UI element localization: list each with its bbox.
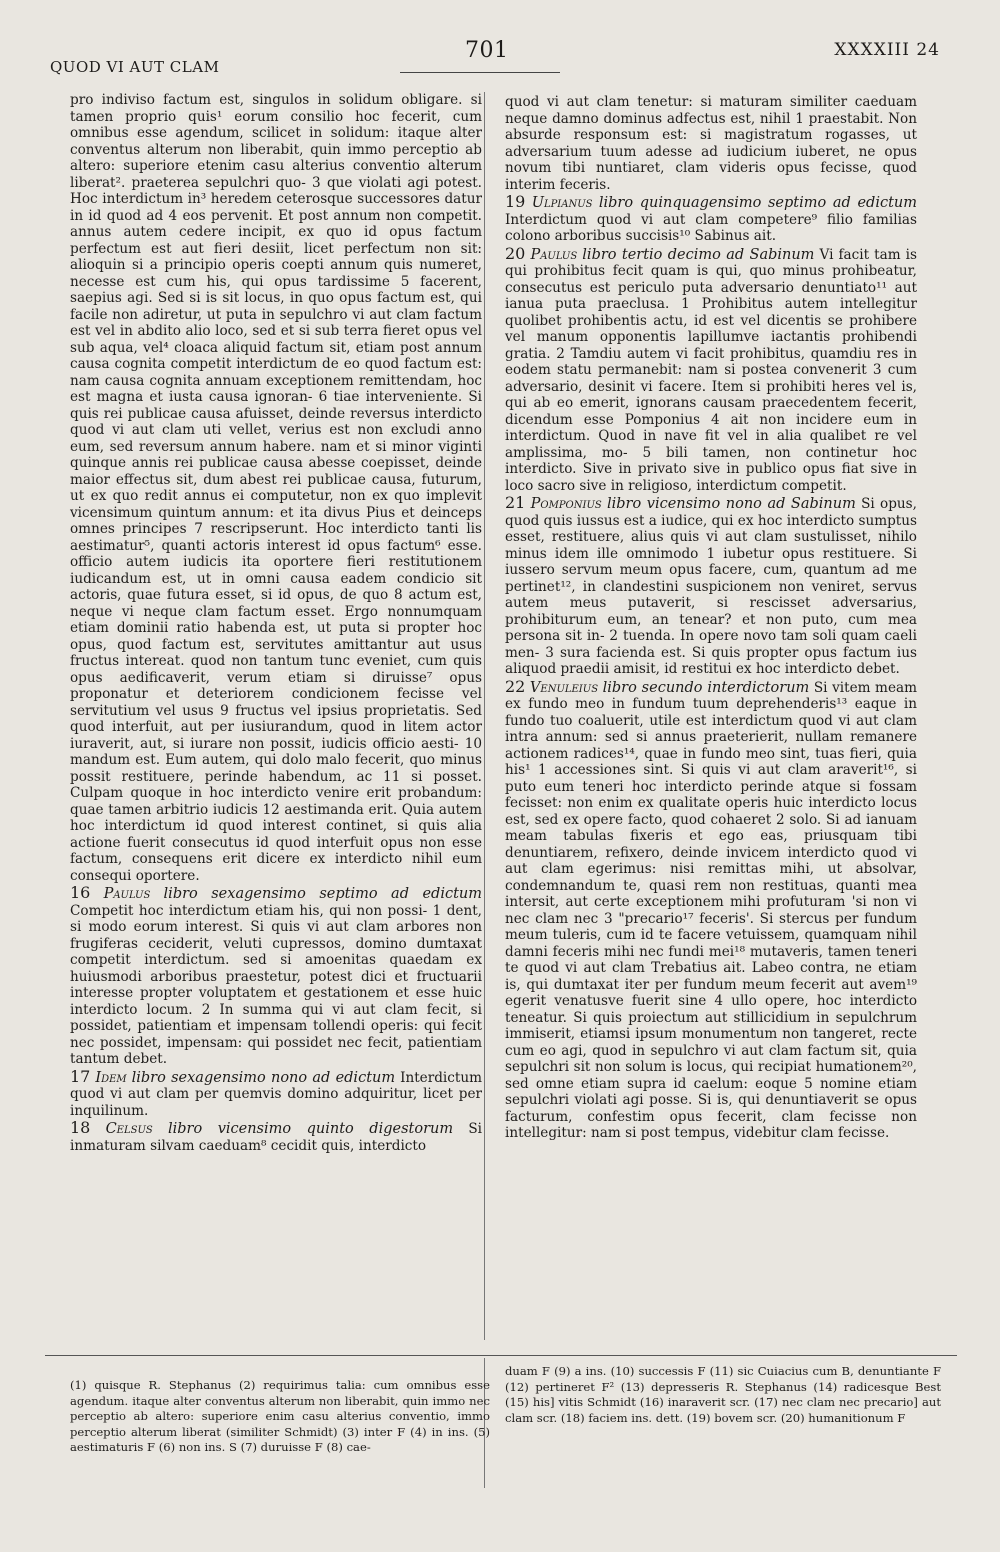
- section-number: 21: [505, 493, 526, 512]
- book-title-reference: XXXXIII 24: [834, 40, 940, 60]
- section-number: 22: [505, 676, 526, 696]
- section-source: libro tertio decimo ad Sabinum: [582, 246, 815, 263]
- section-source: libro secundo interdictorum: [602, 679, 810, 696]
- section-author: Pomponius: [530, 496, 602, 512]
- section-18: [70, 1120, 482, 1154]
- section-author: Ulpianus: [531, 195, 593, 211]
- section-source: libro quinquagensimo septimo ad edictum: [598, 195, 917, 211]
- section-text: Interdictum quod vi aut clam competere⁹ filio familias colono arboribus succisis¹⁰ Sabinus ait.: [505, 211, 917, 244]
- section-text: Vi facit tam is qui prohibitus fecit quam is qui, quo minus prohibeatur, consecutus est periculo puta adversario denuntiato¹¹ aut ianua puta praeclusa. 1 Prohibitus autem intellegitur quolibet prohibentis actu, id est vel dicentis se prohibere vel manum opponentis lapillumve iactantis prohibendi gratia. 2 Tamdiu autem vi facit prohibitus, quamdiu res in eodem statu permanebit: nam si postea convenerit 3 cum adversario, desinit vi facere. Item si prohibiti heres vel is, qui ab eo emerit, ignorans causam praecedentem fecerit, dicendum esse Pomponius 4 ait non incidere eum in interdictum. Quod in nave fit vel in alia qualibet re vel amplissima, mo- 5 bili tamen, non continetur hoc interdicto. Sive in privato sive in publico opus fiat sive in loco sacro sive in religioso, interdictum competit.: [505, 246, 917, 494]
- running-title: QUOD VI AUT CLAM: [50, 58, 220, 76]
- section-number: 20: [505, 243, 526, 263]
- left-column: [70, 92, 482, 1154]
- section-19: [505, 194, 917, 245]
- section-author: Celsus: [105, 1121, 153, 1137]
- section-text: Competit hoc interdictum etiam his, qui non possi- 1 dent, si modo eorum interest. Si quis vi aut clam arbores non frugiferas ceciderit, veluti cupressos, domino dumtaxat competit interdictum. sed si amoenitas quaedam ex huiusmodi arboribus praestetur, potest dici et fructuarii interesse propter voluptatem et gestationem et esse huic interdicto locum. 2 In summa qui vi aut clam fecit, si possidet, patientiam et impensam tollendi operis: qui fecit nec possidet, impensam: qui possidet nec fecit, patientiam tantum debet.: [70, 902, 482, 1067]
- continued-paragraph: pro indiviso factum est, singulos in solidum obligare. si tamen proprio quis¹ eorum consilio hoc fecerit, cum omnibus esse agendum, scilicet in solidum: itaque alter conventus alterum non liberabit, quin immo perceptio ab altero: superiore etenim casu alterius conventio alterum liberat². praeterea sepulchri quo- 3 que violati agi potest. Hoc interdictum in³ heredem ceterosque successores datur in id quod ad 4 eos pervenit. Et post annum non competit. annus autem cedere incipit, ex quo id opus factum perfectum est aut fieri desiit, licet perfectum non sit: alioquin si a principio operis coepti annum quis numeret, necesse est cum his, qui opus tardissime 5 facerent, saepius agi. Sed si is sit locus, in quo opus factum est, qui facile non adiretur, ut puta in sepulchro vi aut clam factum est vel in abdito alio loco, sed et si sub terra fieret opus vel sub aqua, vel⁴ cloaca aliquid factum sit, etiam post annum causa cognita competit interdictum de eo quod factum est: nam causa cognita annuam exceptionem remittendam, hoc est magna et iusta causa ignoran- 6 tiae interveniente. Si quis rei publicae causa afuisset, deinde reversus interdicto quod vi aut clam uti vellet, verius est non excludi anno eum, sed reversum annum habere. nam et si minor viginti quinque annis rei publicae causa abesse coepisset, deinde maior effectus sit, dum abest rei publicae causa, futurum, ut ex quo redit annus ei computetur, non ex quo implevit vicensimum quintum annum: et ita divus Pius et deinceps omnes principes 7 rescripserunt. Hoc interdicto tanti lis aestimatur⁵, quanti actoris interest id opus factum⁶ esse. officio autem iudicis ita oportere fieri restitutionem iudicandum est, ut in omni causa eadem condicio sit actoris, quae futura esset, si id opus, de quo 8 actum est, neque vi neque clam factum esset. Ergo nonnumquam etiam dominii ratio habenda est, ut puta si propter hoc opus, quod factum est, servitutes amittantur aut usus fructus intereat. quod non tantum tunc eveniet, cum quis opus aedificaverit, verum etiam si diruisse⁷ opus proponatur et deteriorem condicionem fecisse vel servitutium vel usus 9 fructus vel ipsius proprietatis. Sed quod interfuit, aut per iusiurandum, quod in litem actor iuraverit, aut, si iurare non possit, iudicis officio aesti- 10 mandum est. Eum autem, qui dolo malo fecerit, quo minus possit restituere, perinde habendum, ac 11 si posset. Culpam quoque in hoc interdicto venire erit probandum: quae tamen arbitrio iudicis 12 aestimanda erit. Quia autem hoc interdictum id quod interest continet, si quis alia actione fuerit consecutus id quod interfuit opus non esse factum, consequens erit dicere ex interdicto nihil eum consequi oportere.: [70, 92, 482, 884]
- section-source: libro sexagensimo septimo ad edictum: [163, 886, 482, 902]
- footnotes-right: duam F (9) a ins. (10) successis F (11) sic Cuiacius cum B, denuntiante F (12) pertineret F² (13) depresseris R. Stephanus (14) radicesque Best (15) his] vitis Schmidt (16) inaraverit scr. (17) nec clam nec precario] aut clam scr. (18) faciem ins. dett. (19) bovem scr. (20) humanitionum F: [505, 1364, 941, 1425]
- section-author: Paulus: [103, 886, 151, 902]
- section-text: Si opus, quod quis iussus est a iudice, qui ex hoc interdicto sumptus esset, restituere, alius quis vi aut clam sustulisset, nihilo minus idem ille omnimodo 1 iubetur opus restituere. Si iussero servum meum opus facere, cum, quantum ad me pertinet¹², in clandestini suspicionem non veniret, servus autem meus putaverit, si rescisset adversarius, prohibiturum eum, an tenear? et non puto, cum mea persona sit in- 2 tuenda. In opere novo tam soli quam caeli men- 3 sura facienda est. Si quis propter opus factum ius aliquod praedii amisit, id restitui ex hoc interdicto debet.: [505, 496, 917, 677]
- section-22: [505, 676, 917, 1142]
- column-divider: [484, 92, 485, 1340]
- section-number: 17: [70, 1066, 91, 1086]
- page-number: 701: [465, 38, 509, 63]
- section-20: [505, 243, 917, 495]
- footnotes-left: (1) quisque R. Stephanus (2) requirimus talia: cum omnibus esse agendum. itaque alter conventus alterum non liberabit, quin immo nec perceptio ab altero: superiore enim casu alterius conventio, immo perceptio alterum liberat (similiter Schmidt) (3) inter F (4) in ins. (5) aestimaturis F (6) non ins. S (7) duruisse F (8) cae-: [70, 1378, 490, 1454]
- section-number: 19: [505, 192, 526, 211]
- section-text: Si vitem meam ex fundo meo in fundum tuum deprehenderis¹³ eaque in fundo tuo coaluerit, utile est interdictum quod vi aut clam intra annum: sed si annus praeterierit, nullam remanere actionem radices¹⁴, quae in fundo meo sint, tuas fieri, quia his¹ 1 accessiones sint. Si quis vi aut clam araverit¹⁶, si puto eum teneri hoc interdicto perinde atque si fossam fecisset: non enim ex qualitate operis huic interdicto locus est, sed ex opere facto, quod cohaeret 2 solo. Si ad ianuam meam tabulas fixeris et ego eas, priusquam tibi denuntiarem, refixero, deinde invicem interdicto quod vi aut clam egerimus: nisi remittas mihi, ut absolvar, condemnandum te, quasi rem non restituas, quanti mea intersit, aut certe exceptionem mihi profuturam 'si non vi nec clam nec 3 "precario¹⁷ feceris'. Si stercus per fundum meum tuleris, cum id te facere vetuissem, quamquam nihil damni feceris mihi nec fundi mei¹⁸ mutaveris, tamen teneri te quod vi aut clam Trebatius ait. Labeo contra, ne etiam is, qui dumtaxat iter per fundum meum fecerit aut avem¹⁹ egerit venatusve fuerit sine 4 ullo opere, hoc interdicto teneatur. Si quis proiectum aut stillicidium in sepulchrum immiserit, etiamsi ipsum monumentum non tangeret, recte cum eo agi, quod in sepulchro vi aut clam factum sit, quia sepulchri sit non solum is locus, qui recipiat humationem²⁰, sed omne etiam supra id caelum: eoque 5 nomine etiam sepulchri violati agi posse. Si is, qui denuntiaverit se opus facturum, confestim opus fecerit, clam fecisse non intellegitur: nam si post tempus, videbitur clam fecisse.: [505, 679, 917, 1141]
- section-source: libro vicensimo quinto digestorum: [167, 1121, 454, 1137]
- section-source: libro vicensimo nono ad Sabinum: [607, 496, 856, 512]
- continued-paragraph: quod vi aut clam tenetur: si maturam similiter caeduam neque damno dominus adfectus est, nihil 1 praestabit. Non absurde responsum est: si magistratum rogasses, ut adversarium tuum adesse ad iudicium iuberet, ne opus novum tibi nuntiaret, clam videris opus fecisse, quod interim feceris.: [505, 94, 917, 193]
- section-author: Paulus: [530, 246, 578, 263]
- section-source: libro sexagensimo nono ad edictum: [131, 1069, 396, 1086]
- section-16: [70, 885, 482, 1068]
- section-author: Venuleius: [529, 679, 599, 696]
- section-21: [505, 495, 917, 678]
- footnote-separator: [45, 1355, 957, 1356]
- section-text: Interdictum quod vi aut clam per quemvis domino adquiritur, licet per inquilinum.: [70, 1069, 482, 1119]
- header-rule: [400, 72, 560, 73]
- section-17: [70, 1066, 482, 1120]
- section-number: 16: [70, 883, 91, 902]
- section-author: Idem: [95, 1069, 127, 1086]
- right-column: [505, 94, 917, 1142]
- section-number: 18: [70, 1118, 91, 1137]
- section-text: Si inmaturam silvam caeduam⁸ cecidit quis, interdicto: [70, 1121, 482, 1154]
